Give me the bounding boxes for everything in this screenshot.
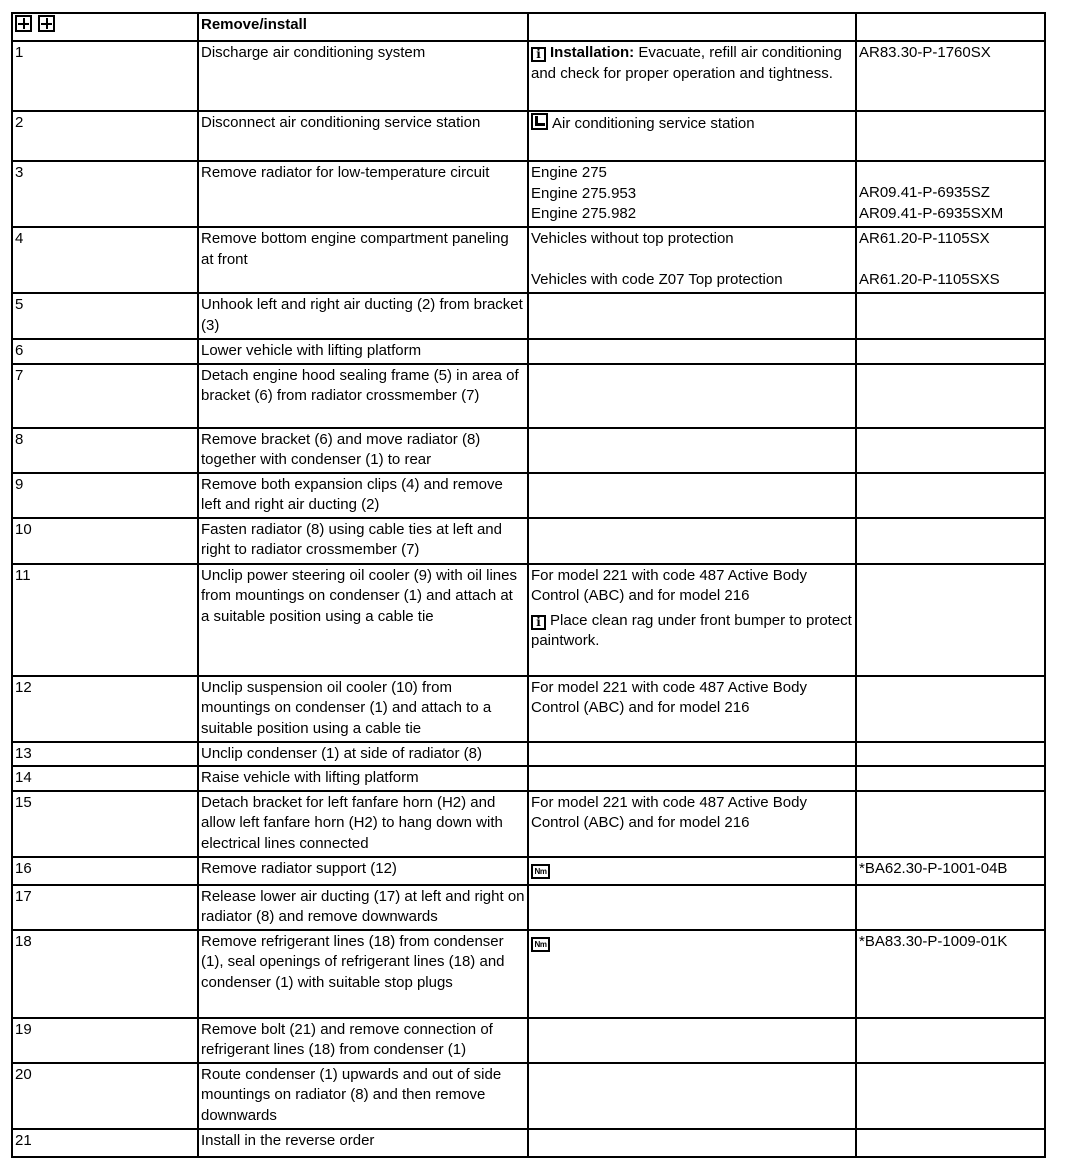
step-number: 2: [12, 111, 198, 161]
info-text: Place clean rag under front bumper to protect paintwork.: [531, 611, 852, 649]
reference-link[interactable]: *BA62.30-P-1001-04B: [856, 857, 1045, 885]
note-cell: [528, 364, 856, 428]
reference-cell: [856, 885, 1045, 930]
reference-cell: [856, 111, 1045, 161]
info-icon: i: [531, 615, 546, 630]
step-number: 19: [12, 1018, 198, 1063]
step-number: 10: [12, 518, 198, 564]
note-cell: [528, 473, 856, 518]
reference-cell: [856, 161, 1045, 227]
step-number: 20: [12, 1063, 198, 1129]
step-number: 3: [12, 161, 198, 227]
note-cell: [528, 518, 856, 564]
reference-link[interactable]: AR83.30-P-1760SX: [856, 41, 1045, 111]
note-cell: [528, 1129, 856, 1157]
note-text: Vehicles with code Z07 Top protection: [531, 270, 783, 288]
step-text: Lower vehicle with lifting platform: [198, 339, 528, 364]
table-row: [12, 564, 1045, 676]
step-number: 14: [12, 766, 198, 791]
step-text: Disconnect air conditioning service station: [198, 111, 528, 161]
note-cell: [528, 1018, 856, 1063]
reference-cell: [856, 676, 1045, 742]
info-icon: i: [531, 47, 546, 62]
step-number: 15: [12, 791, 198, 857]
reference-cell: [856, 518, 1045, 564]
note-text: Engine 275.982: [531, 205, 637, 222]
table-row: [12, 364, 1045, 428]
step-text: Unclip power steering oil cooler (9) with oil lines from mountings on condenser (1) and attach at a suitable position using a cable tie: [198, 564, 528, 676]
step-text: Release lower air ducting (17) at left and right on radiator (8) and remove downwards: [198, 885, 528, 930]
note-text: Air conditioning service station: [552, 115, 755, 132]
note-cell: [528, 766, 856, 791]
table-row: [12, 161, 1045, 227]
torque-icon[interactable]: Nm: [531, 864, 550, 879]
reference-link[interactable]: AR09.41-P-6935SXM: [859, 204, 1004, 222]
step-text: Detach bracket for left fanfare horn (H2) and allow left fanfare horn (H2) to hang down with electrical lines connected: [198, 791, 528, 857]
note-cell: [528, 930, 856, 1018]
note-cell: [528, 227, 856, 293]
reference-cell: [856, 339, 1045, 364]
note-cell: [528, 293, 856, 339]
table-header-row: [12, 13, 1045, 41]
step-number: 4: [12, 227, 198, 293]
step-number: 21: [12, 1129, 198, 1157]
step-text: Detach engine hood sealing frame (5) in area of bracket (6) from radiator crossmember (7): [198, 364, 528, 428]
note-text: For model 221 with code 487 Active Body Control (ABC) and for model 216: [528, 676, 856, 742]
note-cell: [528, 339, 856, 364]
table-row: [12, 1063, 1045, 1129]
reference-cell: [856, 428, 1045, 473]
step-text: Remove bottom engine compartment paneling at front: [198, 227, 528, 293]
note-text: For model 221 with code 487 Active Body Control (ABC) and for model 216: [531, 566, 807, 604]
header-icons-cell: [12, 13, 198, 41]
table-row: [12, 428, 1045, 473]
reference-cell: [856, 742, 1045, 767]
table-row: [12, 473, 1045, 518]
table-row: [12, 791, 1045, 857]
table-row: [12, 930, 1045, 1018]
header-empty-cell: [528, 13, 856, 41]
reference-cell: [856, 364, 1045, 428]
step-text: Unhook left and right air ducting (2) from bracket (3): [198, 293, 528, 339]
expand-icon[interactable]: [15, 15, 32, 32]
note-text: For model 221 with code 487 Active Body Control (ABC) and for model 216: [528, 791, 856, 857]
note-cell: [528, 1063, 856, 1129]
step-text: Install in the reverse order: [198, 1129, 528, 1157]
reference-cell: [856, 1129, 1045, 1157]
step-number: 18: [12, 930, 198, 1018]
step-number: 16: [12, 857, 198, 885]
note-cell: [528, 857, 856, 885]
table-row: [12, 339, 1045, 364]
note-text: Vehicles without top protection: [531, 230, 734, 247]
step-text: Unclip suspension oil cooler (10) from mountings on condenser (1) and attach to a suitable position using a cable tie: [198, 676, 528, 742]
table-row: [12, 1018, 1045, 1063]
step-number: 9: [12, 473, 198, 518]
step-number: 11: [12, 564, 198, 676]
reference-cell: [856, 1018, 1045, 1063]
table-row: [12, 227, 1045, 293]
collapse-icon[interactable]: [38, 15, 55, 32]
table-row: [12, 41, 1045, 111]
reference-cell: [856, 473, 1045, 518]
table-row: [12, 518, 1045, 564]
procedure-table: [11, 12, 1046, 1158]
reference-cell: [856, 1063, 1045, 1129]
step-text: Remove bracket (6) and move radiator (8) together with condenser (1) to rear: [198, 428, 528, 473]
step-number: 1: [12, 41, 198, 111]
table-row: [12, 857, 1045, 885]
note-cell: [528, 161, 856, 227]
step-text: Remove radiator for low-temperature circuit: [198, 161, 528, 227]
torque-icon[interactable]: Nm: [531, 937, 550, 952]
step-number: 7: [12, 364, 198, 428]
reference-cell: [856, 766, 1045, 791]
reference-link[interactable]: AR61.20-P-1105SXS: [859, 270, 1000, 288]
table-row: [12, 293, 1045, 339]
note-cell: [528, 885, 856, 930]
note-cell: [528, 41, 856, 111]
step-text: Remove radiator support (12): [198, 857, 528, 885]
header-title: Remove/install: [198, 13, 528, 41]
service-station-icon: [531, 113, 548, 130]
reference-link[interactable]: AR61.20-P-1105SX: [859, 230, 990, 247]
table-row: [12, 676, 1045, 742]
table-row: [12, 111, 1045, 161]
note-cell: [528, 742, 856, 767]
note-text: Engine 275: [531, 164, 607, 181]
step-text: Unclip condenser (1) at side of radiator (8): [198, 742, 528, 767]
info-text: Evacuate, refill air conditioning and check for proper operation and tightness.: [531, 44, 842, 82]
step-text: Remove bolt (21) and remove connection of refrigerant lines (18) from condenser (1): [198, 1018, 528, 1063]
reference-cell: [856, 227, 1045, 293]
info-label: Installation:: [550, 44, 635, 61]
table-row: [12, 885, 1045, 930]
step-text: Route condenser (1) upwards and out of side mountings on radiator (8) and then remove downwards: [198, 1063, 528, 1129]
reference-cell: [856, 791, 1045, 857]
step-number: 12: [12, 676, 198, 742]
note-cell: [528, 564, 856, 676]
reference-link[interactable]: *BA83.30-P-1009-01K: [856, 930, 1045, 1018]
table-row: [12, 742, 1045, 767]
note-text: Engine 275.953: [531, 184, 637, 202]
note-cell: [528, 428, 856, 473]
table-row: [12, 1129, 1045, 1157]
step-text: Fasten radiator (8) using cable ties at left and right to radiator crossmember (7): [198, 518, 528, 564]
note-cell: [528, 111, 856, 161]
reference-cell: [856, 293, 1045, 339]
reference-cell: [856, 564, 1045, 676]
step-number: 8: [12, 428, 198, 473]
step-number: 13: [12, 742, 198, 767]
reference-link[interactable]: AR09.41-P-6935SZ: [859, 184, 990, 201]
step-text: Remove refrigerant lines (18) from condenser (1), seal openings of refrigerant lines (18) and condenser (1) with suitable stop plugs: [198, 930, 528, 1018]
step-text: Remove both expansion clips (4) and remove left and right air ducting (2): [198, 473, 528, 518]
header-empty-cell: [856, 13, 1045, 41]
step-number: 6: [12, 339, 198, 364]
step-number: 17: [12, 885, 198, 930]
step-text: Raise vehicle with lifting platform: [198, 766, 528, 791]
step-text: Discharge air conditioning system: [198, 41, 528, 111]
table-row: [12, 766, 1045, 791]
step-number: 5: [12, 293, 198, 339]
